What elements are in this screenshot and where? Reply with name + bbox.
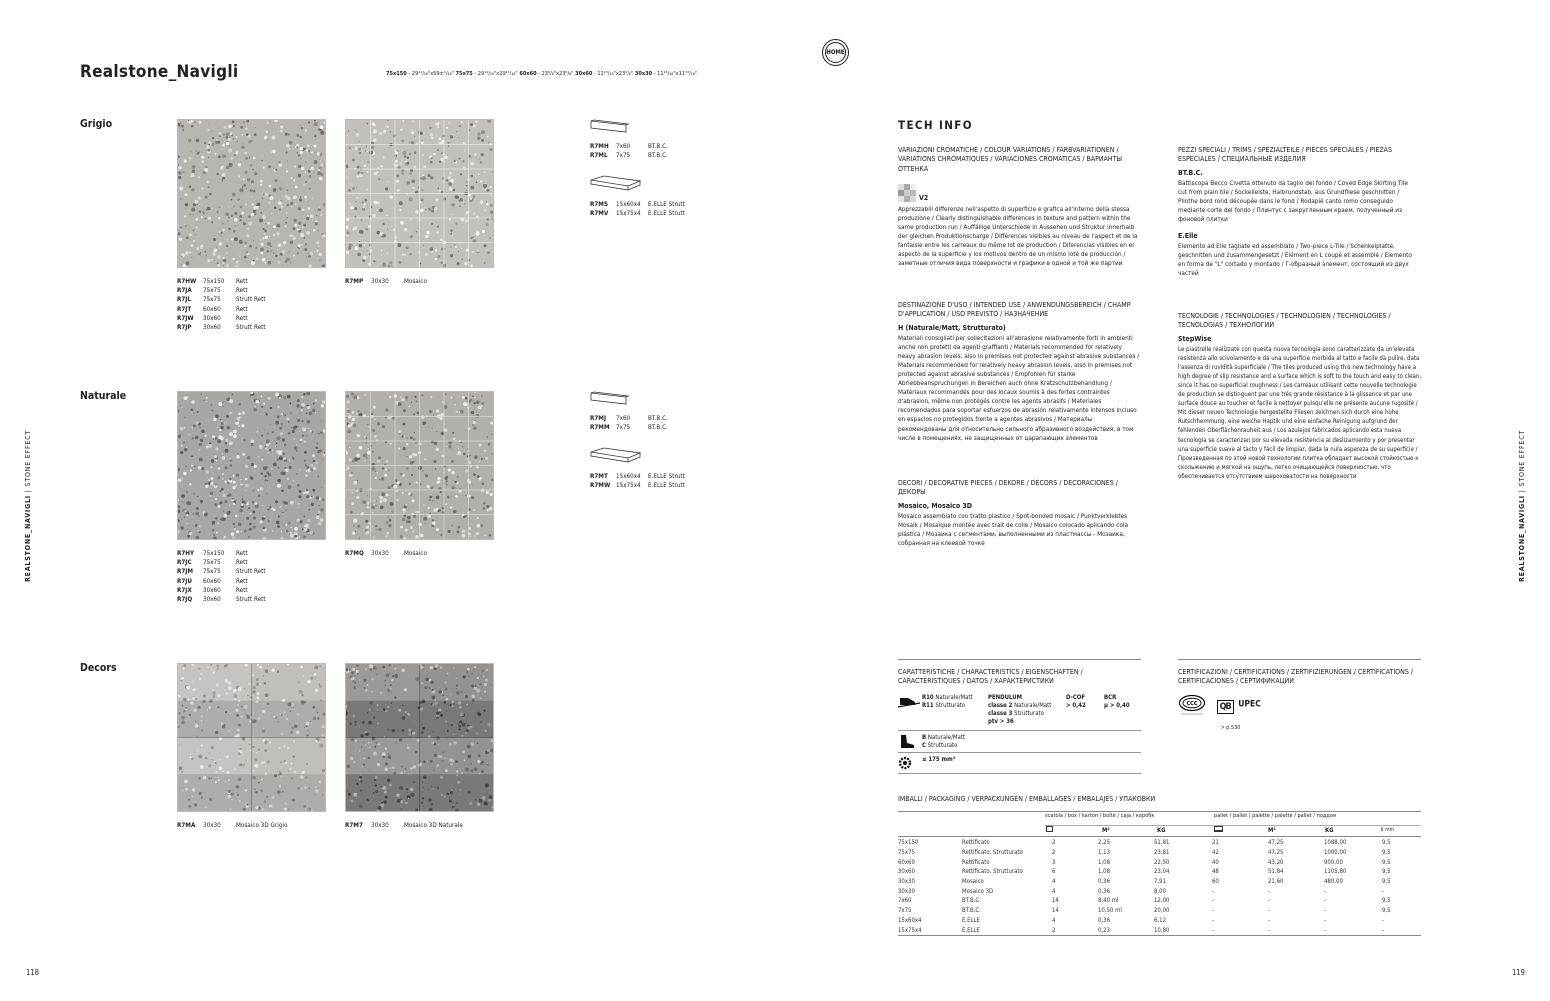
product-size: 75x150 — [203, 550, 225, 557]
size-inches: - 23⁶/₈"x23⁶/₈" — [536, 71, 576, 77]
product-size: 30x30 — [371, 550, 389, 557]
product-size: 30x30 — [371, 278, 389, 285]
size-inches: - 29¹¹/₁₆"x29¹¹/₁₆" — [472, 71, 520, 77]
size-list — [386, 71, 697, 77]
product-size: 30x30 — [371, 822, 389, 829]
trim-codes-naturale-2 — [590, 472, 685, 490]
trim-codes-grigio-1 — [590, 142, 668, 160]
product-code: R7JC — [177, 559, 192, 567]
tile-decor-naturale-image[interactable] — [345, 663, 494, 812]
packaging-row: 15x60x4 E.ELLE 4 0,36 6,12 - - - - — [898, 916, 1384, 924]
product-code: R7JM — [177, 568, 194, 576]
page-number-left: 118 — [26, 968, 39, 977]
product-code: R7JQ — [177, 596, 193, 604]
tech-info-title: TECH INFO — [898, 118, 973, 132]
product-code: R7JT — [177, 305, 192, 313]
skirting-icon — [590, 391, 630, 407]
product-size: 7x60 — [616, 143, 631, 150]
product-code: R7ML — [590, 152, 608, 160]
product-finish: Mosaico 3D Naturale — [404, 822, 463, 829]
product-finish: Rett — [236, 559, 248, 567]
codes-decors-2 — [345, 821, 463, 830]
product-finish: BT.B.C. — [648, 143, 668, 150]
characteristics-header: CARATTERISTICHE / CHARACTERISTICS / EIGENSCHAFTEN / CARACTÉRISTIQUES / DATOS / ХАРАКТЕРИСТИКИ — [898, 668, 1083, 686]
codes-naturale-2 — [345, 549, 427, 558]
product-size: 60x60 — [203, 577, 221, 585]
product-size: 30x60 — [203, 596, 221, 604]
product-finish: E.ELLE Strutt — [648, 473, 685, 480]
l-tile-icon — [590, 447, 642, 467]
decorative-pieces-block: DECORI / DECORATIVE PIECES / DEKORE / DÉCORS / DECORACIONES / ДЕКОРЫ Mosaico, Mosaico 3D Mosaico assemblato con tratto plastico / Spot-bonded mosaic / Punktverklebtes Mosaik / Mosaïque montée avec trait de colle / Mosaico colocado aplicando cola plástica / Мозаика с сегментами, выполненными из пластмассы - Мозаика, собранная на клеевой точке — [898, 479, 1129, 547]
size-inches: - 11¹³/₁₆"x23⁶/₈" — [592, 71, 635, 77]
colour-variations-block: VARIAZIONI CROMATICHE / COLOUR VARIATIONS / FARBVARIATIONEN / VARIATIONS CHROMATIQUES / VARIACIONES CROMÁTICAS / ВАРИАНТЫ ОТТЕНКА V2 Apprezzabili differenze nell'aspetto di superficie e grafica all'interno della stessa produzione / Clearly distinguishable differences in texture and pattern within the same production run / Auffällige Unterschiede in Aussehen und Struktur innerhalb der gleichen Produktionscharge / Différences visibles au niveau de l'aspect et de la fantaisie entre les carreaux du même lot de production / Diferencias visibles en el aspecto de la superficie y los motivos dentro de un mismo lote de producción / заметные отличия вида поверхности и графики в одной и той же партии — [898, 146, 1138, 268]
characteristics-table: R10 Naturale/Matt R11 Strutturato PENDULUM classe 2 Naturale/Matt classe 3 Strutturato ptv > 36 D-COF > 0,42 BCR μ > 0,40 B Naturale/Matt C Strutturato ≤ 175 mm³ — [898, 694, 1141, 774]
tile-decor-grigio-image[interactable] — [177, 663, 326, 812]
packaging-row: 30x30 Mosaico 4 0,36 7,91 60 21,60 480,00 9,5 — [898, 878, 1391, 886]
product-size: 75x75 — [203, 568, 221, 576]
ccc-certification-icon — [1178, 694, 1206, 716]
packaging-row: 30x60 Rettificato, Strutturato 6 1,08 23,04 48 51,84 1105,80 9,5 — [898, 868, 1391, 876]
l-tile-icon — [590, 175, 642, 195]
product-code: R7MM — [590, 424, 610, 432]
product-code: R7JL — [177, 296, 192, 304]
product-size: 7x60 — [616, 415, 631, 422]
packaging-header: IMBALLI / PACKAGING / VERPACKUNGEN / EMBALLAGES / EMBALAJES / УПАКОВКИ — [898, 795, 1156, 803]
page-title: Realstone_Navigli — [80, 62, 239, 82]
product-size: 7x75 — [616, 152, 631, 160]
product-code: R7HW — [177, 278, 197, 285]
technologies-block: TECNOLOGIE / TECHNOLOGIES / TECHNOLOGIEN / TECHNOLOGIES / TECNOLOGÍAS / ТЕХНОЛОГИИ StepWise Le piastrelle realizzate con questa nuova tecnologia sono caratterizzate da un'elevata resistenza allo scivolamento e da una superficie morbida al tatto e facile da pulire, data l'assenza di ruvidità superficiale / The tiles produced using this new technology have a high degree of slip resistance and a surface which is soft to the touch and easy to clean, since it has no superficial roughness / Les carreaux utilisant cette nouvelle technologie de production se distinguent par une très grande résistance à la glissance et par une surface douce au toucher et facile à nettoyer puisqu'elle ne présente aucune rugosité / Mit dieser neuen Technologie hergestellte Fliesen zeichnen sich durch eine hohe Rutschhemmung, eine weiche Haptik und eine einfache Reinigung aufgrund der fehlenden Oberflächenrauheit aus / Los azulejos fabricados aplicando esta nueva tecnología se caracterizan por su elevada resistencia al deslizamiento y por presentar una superficie suave al tacto y fácil de limpiar, dada la nula aspereza de su superficie / Произведенная по этой новой технологии плитка обладает высокой стойкостью к скольжению и мягкой на ощупь, легко очищающейся поверхностью, что обеспечивается отсутствием шероховатости на поверхности — [1178, 312, 1422, 480]
page-number-right: 119 — [1512, 968, 1525, 977]
product-code: R7HY — [177, 550, 195, 557]
product-finish: Strutt Rett — [236, 296, 266, 304]
section-title-decors: Decors — [80, 662, 117, 674]
product-size: 30x60 — [203, 314, 221, 322]
codes-naturale-1 — [177, 549, 266, 604]
product-code: R7MQ — [345, 550, 364, 557]
qb-logo: QB — [1217, 700, 1234, 714]
size-code: 30x60 — [575, 71, 593, 77]
product-finish: Strutt Rett — [236, 568, 266, 576]
product-size: 15x60x4 — [616, 201, 641, 208]
size-code: 30x30 — [634, 71, 653, 77]
side-label-left: REALSTONE_NAVIGLI | STONE EFFECT — [24, 429, 32, 582]
product-size: 75x150 — [203, 278, 225, 285]
trim-codes-grigio-2 — [590, 200, 685, 218]
product-finish: E.ELLE Strutt — [648, 482, 685, 490]
pallet-icon — [1214, 826, 1223, 832]
codes-grigio-1 — [177, 277, 266, 332]
product-size: 75x75 — [203, 559, 221, 567]
home-button[interactable]: HOME — [822, 39, 849, 66]
product-finish: Rett — [236, 586, 248, 594]
product-code: R7JP — [177, 324, 192, 332]
codes-grigio-2 — [345, 277, 427, 286]
product-code: R7MT — [590, 473, 608, 480]
product-size: 7x75 — [616, 424, 631, 432]
tile-naturale-mosaic-image[interactable] — [345, 391, 494, 540]
packaging-col-headers — [1046, 825, 1053, 832]
packaging-table — [898, 838, 1421, 935]
slip-shoe-icon — [898, 694, 922, 708]
size-code: 75x150 — [386, 71, 407, 77]
product-finish: Rett — [236, 305, 248, 313]
product-finish: Rett — [236, 577, 248, 585]
product-code: R7JA — [177, 287, 192, 295]
product-finish: Mosaico — [404, 278, 427, 285]
box-icon — [1046, 826, 1053, 832]
product-finish: E.ELLE Strutt — [648, 201, 685, 208]
section-title-naturale: Naturale — [80, 390, 127, 402]
product-finish: Rett — [236, 287, 248, 295]
product-size: 75x75 — [203, 296, 221, 304]
trim-codes-naturale-1 — [590, 414, 668, 432]
product-size: 75x75 — [203, 287, 221, 295]
divider — [898, 659, 1141, 660]
product-finish: BT.B.C. — [648, 152, 668, 160]
svg-text:CCC: CCC — [1186, 701, 1198, 707]
product-size: 15x75x4 — [616, 482, 641, 490]
box-header: scatola / box / karton / boîte / caja / коробк — [1045, 813, 1155, 819]
divider — [898, 811, 1421, 812]
certifications-header: CERTIFICAZIONI / CERTIFICATIONS / ZERTIFIZIERUNGEN / CERTIFICATIONS / CERTIFICACIONES / СЕРТИФИКАЦИИ — [1178, 668, 1413, 686]
product-finish: Strutt Rett — [236, 324, 266, 332]
product-code: R7MH — [590, 143, 609, 150]
product-size: 30x30 — [203, 822, 221, 829]
product-code: R7MW — [590, 482, 611, 490]
thickness-header: ⇕ mm — [1380, 827, 1394, 833]
product-finish: Mosaico — [404, 550, 427, 557]
packaging-row: 60x60 Rettificato 3 1,08 22,50 40 43,20 900,00 9,5 — [898, 858, 1391, 866]
product-finish: Strutt Rett — [236, 596, 266, 604]
product-finish: Rett — [236, 550, 248, 557]
packaging-row: 7x75 BT.B.C. 14 10,50 ml 20,00 - - - 9,5 — [898, 907, 1391, 915]
product-code: R7MV — [590, 210, 609, 218]
tile-naturale-image[interactable] — [177, 391, 326, 540]
section-title-grigio: Grigio — [80, 118, 113, 130]
certifications: CCC QB UPEC > p.530 — [1178, 694, 1418, 733]
product-size: 30x60 — [203, 324, 221, 332]
packaging-row: 7x60 BT.B.C. 14 8,40 ml 12,00 - - - 9,5 — [898, 897, 1391, 905]
product-finish: Rett — [236, 278, 248, 285]
size-code: 60x60 — [519, 71, 537, 77]
product-finish: BT.B.C. — [648, 424, 668, 432]
size-code: 75x75 — [455, 71, 473, 77]
intended-use-block: DESTINAZIONE D'USO / INTENDED USE / ANWENDUNGSBEREICH / CHAMP D'APPLICATION / USO PREVISTO / НАЗНАЧЕНИЕ H (Naturale/Matt, Strutturato) Materiali consigliati per sollecitazioni all'abrasione relativamente forti in ambienti anche non protetti da agenti graffianti / Materials recommended for relatively heavy abrasion levels, also in premises not protected against abrasive substances / Materials recommended for relatively heavy abrasion levels, also in premises not protected against abrasive substances / Empfohlen für starke Abriebbeanspruchungen in Bereichen auch ohne Kratzschutzbehandlung / Matériaux recommandés pour des locaux soumis à des fortes contraintes d'abrasion, même non protégés contre les agents abrasifs / Materiales recomendados para soportar esfuerzos de abrasión relativamente intensos incluso en espacios no protegidos frente a agentes abrasivos / Материалы рекомендованы для относительно сильного абразивного воздействия, в том числе в помещениях, не защищенных от царапающих элементов — [898, 301, 1140, 442]
packaging-row: 15x75x4 E.ELLE 2 0,23 10,80 - - - - — [898, 926, 1384, 934]
product-finish: Mosaico 3D Grigio — [236, 822, 288, 829]
skirting-icon — [590, 119, 630, 135]
pallet-header: pallet / pallet / palette / palette / pallet / поддон — [1214, 813, 1337, 819]
product-code: R7MA — [177, 822, 196, 829]
packaging-row: 30x30 Mosaico 3D 4 0,36 8,00 - - - - — [898, 887, 1384, 895]
product-code: R7MS — [590, 201, 609, 208]
product-finish: E.ELLE Strutt — [648, 210, 685, 218]
side-label-right: REALSTONE_NAVIGLI | STONE EFFECT — [1518, 429, 1526, 582]
product-code: R7MJ — [590, 415, 607, 422]
packaging-row: 75x150 Rettificato 2 2,25 51,81 21 47,25 1088,00 9,5 — [898, 839, 1391, 847]
product-size: 15x60x4 — [616, 473, 641, 480]
product-size: 15x75x4 — [616, 210, 641, 218]
tile-grigio-mosaic-image[interactable] — [345, 119, 494, 268]
codes-decors-1 — [177, 821, 287, 830]
trims-block: PEZZI SPECIALI / TRIMS / SPEZIALTEILE / PIÈCES SPÉCIALES / PIEZAS ESPECIALES / СПЕЦИАЛЬНЫЕ ИЗДЕЛИЯ BT.B.C. Battiscopa Becco Civetta ottenuto da taglio del fondo / Coved Edge Skirting Tile cut from plain tile / Sockelleiste, Halbrundstab, aus Grundfliese geschnitten / Plinthe bord rond découpée dans le fond / Rodapié canto romo conseguido mediante corte del fondo / Плинтус с закругленным краем, полученный из фоновой плитки E.Elle Elemento ad Elle tagliate ed assemblato / Two-piece L-Tile / Schenkelplatte, geschnitten und zusammengesetzt / Élément en L coupé et assemblé / Elemento en forma de "L" cortado y montado / Г-образный элемент, состоящий из двух частей — [1178, 146, 1412, 278]
heel-icon — [898, 734, 922, 750]
product-finish: Rett — [236, 314, 248, 322]
tile-grigio-image[interactable] — [177, 119, 326, 268]
product-code: R7JU — [177, 577, 193, 585]
product-finish: BT.B.C. — [648, 415, 668, 422]
product-code: R7MP — [345, 278, 364, 285]
product-code: R7JW — [177, 314, 194, 322]
product-size: 60x60 — [203, 305, 221, 313]
product-size: 30x60 — [203, 586, 221, 594]
variation-icon — [898, 184, 916, 202]
size-inches: - 29¹¹/₁₆"x59±¹/₁₆" — [406, 71, 456, 77]
size-inches: - 11¹³/₁₆"x11¹³/₁₆" — [652, 71, 698, 77]
product-code: R7M7 — [345, 822, 363, 829]
product-code: R7JX — [177, 586, 192, 594]
divider — [1178, 659, 1421, 660]
packaging-row: 75x75 Rettificato, Strutturato 2 1,13 23,81 42 47,25 1000,00 9,5 — [898, 849, 1391, 857]
abrasion-gear-icon — [898, 756, 922, 770]
